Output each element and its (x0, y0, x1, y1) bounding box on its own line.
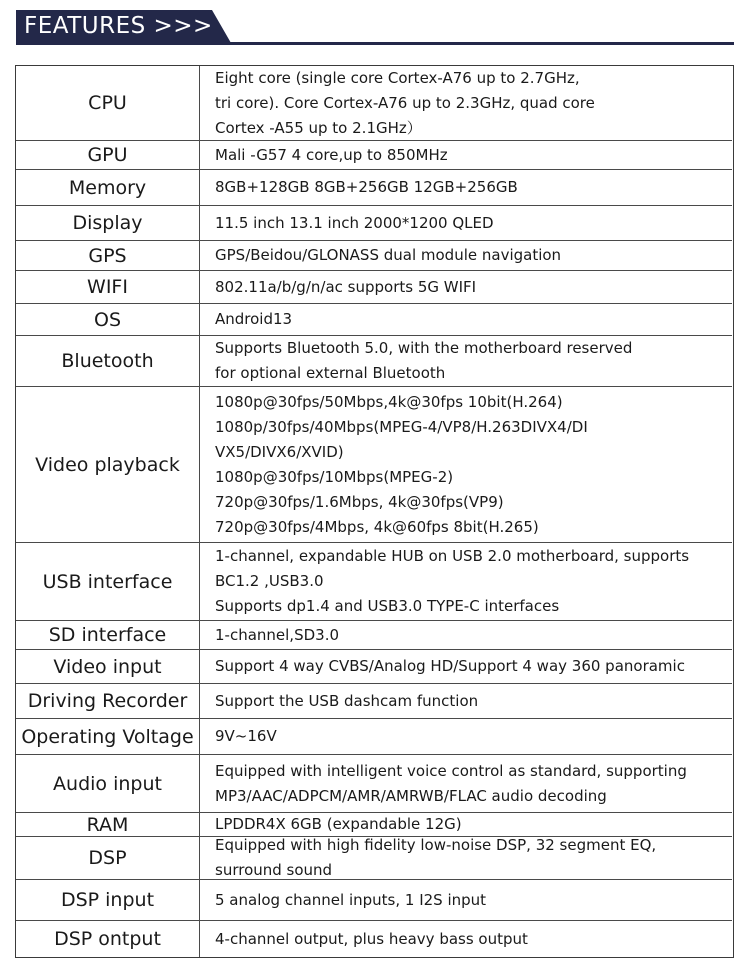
spec-value-line: surround sound (215, 861, 333, 879)
spec-value-line: VX5/DIVX6/XVID) (215, 442, 344, 461)
spec-row (16, 304, 732, 336)
spec-row (16, 241, 732, 271)
spec-row (16, 271, 732, 304)
spec-value-line: Equipped with high fidelity low-noise DSP, 32 segment EQ, (215, 836, 657, 854)
spec-value (200, 837, 732, 879)
spec-label: Video input (16, 650, 200, 683)
spec-value (200, 387, 732, 542)
spec-value-line: 9V~16V (215, 727, 277, 745)
spec-value-line: Cortex -A55 up to 2.1GHz） (215, 118, 422, 137)
spec-value-line: LPDDR4X 6GB (expandable 12G) (215, 815, 462, 833)
spec-value-line: BC1.2 ,USB3.0 (215, 572, 324, 590)
spec-row (16, 141, 732, 170)
spec-value (200, 650, 732, 683)
spec-value-line: 1080p@30fps/50Mbps,4k@30fps 10bit(H.264) (215, 392, 563, 411)
spec-label: Memory (16, 170, 200, 205)
spec-label: WIFI (16, 271, 200, 303)
spec-value-line: Support the USB dashcam function (215, 691, 479, 710)
spec-value-line: 8GB+128GB 8GB+256GB 12GB+256GB (215, 178, 518, 196)
spec-value-line: Equipped with intelligent voice control as standard, supporting (215, 761, 687, 780)
spec-value-line: 4-channel output, plus heavy bass output (215, 929, 528, 948)
spec-value (200, 719, 732, 754)
spec-value (200, 141, 732, 169)
spec-value (200, 543, 732, 620)
spec-row (16, 170, 732, 206)
spec-value-line: Eight core (single core Cortex-A76 up to 2.7GHz, (215, 68, 580, 87)
spec-value-line: 802.11a/b/g/n/ac supports 5G WIFI (215, 277, 477, 296)
spec-value (200, 621, 732, 649)
banner-divider (16, 42, 734, 45)
spec-value (200, 304, 732, 335)
spec-value-line: 720p@30fps/4Mbps, 4k@60fps 8bit(H.265) (215, 517, 539, 536)
spec-value (200, 921, 732, 957)
spec-label: OS (16, 304, 200, 335)
spec-row (16, 837, 732, 880)
spec-value (200, 684, 732, 718)
spec-value (200, 755, 732, 812)
spec-row (16, 719, 732, 755)
spec-label: DSP ontput (16, 921, 200, 957)
spec-row (16, 684, 732, 719)
spec-row (16, 650, 732, 684)
spec-row (16, 755, 732, 813)
spec-label: SD interface (16, 621, 200, 649)
spec-label: GPU (16, 141, 200, 169)
spec-label: Video playback (16, 387, 200, 542)
spec-value-line: Mali -G57 4 core,up to 850MHz (215, 145, 448, 164)
spec-value-line: 1-channel, expandable HUB on USB 2.0 motherboard, supports (215, 547, 690, 565)
spec-value-line: 5 analog channel inputs, 1 I2S input (215, 890, 487, 909)
banner-title: FEATURES >>> (24, 13, 213, 39)
spec-value-line: MP3/AAC/ADPCM/AMR/AMRWB/FLAC audio decoding (215, 786, 607, 805)
spec-value-line: 1080p/30fps/40Mbps(MPEG-4/VP8/H.263DIVX4/DI (215, 417, 588, 436)
spec-value (200, 880, 732, 920)
spec-value-line: 720p@30fps/1.6Mbps, 4k@30fps(VP9) (215, 492, 504, 511)
spec-value-line: 11.5 inch 13.1 inch 2000*1200 QLED (215, 213, 494, 232)
spec-table (15, 65, 734, 958)
spec-value-line: Support 4 way CVBS/Analog HD/Support 4 way 360 panoramic (215, 657, 685, 675)
spec-value-line: for optional external Bluetooth (215, 364, 446, 382)
spec-row (16, 543, 732, 621)
spec-value (200, 170, 732, 205)
spec-label: RAM (16, 813, 200, 836)
spec-value-line: 1080p@30fps/10Mbps(MPEG-2) (215, 467, 454, 486)
spec-label: USB interface (16, 543, 200, 620)
spec-label: CPU (16, 66, 200, 140)
spec-value-line: GPS/Beidou/GLONASS dual module navigation (215, 246, 562, 264)
spec-row (16, 387, 732, 543)
spec-label: Audio input (16, 755, 200, 812)
spec-label: Operating Voltage (16, 719, 200, 754)
spec-value-line: 1-channel,SD3.0 (215, 625, 340, 644)
spec-row (16, 621, 732, 650)
spec-value-line: Supports Bluetooth 5.0, with the motherboard reserved (215, 339, 633, 357)
spec-label: Bluetooth (16, 336, 200, 386)
spec-row (16, 921, 732, 957)
spec-value (200, 336, 732, 386)
spec-value-line: tri core). Core Cortex-A76 up to 2.3GHz, quad core (215, 93, 595, 112)
spec-label: GPS (16, 241, 200, 270)
spec-label: Driving Recorder (16, 684, 200, 718)
spec-value (200, 271, 732, 303)
spec-row (16, 336, 732, 387)
spec-value-line: Android13 (215, 310, 293, 328)
spec-label: Display (16, 206, 200, 240)
spec-row (16, 206, 732, 241)
spec-label: DSP input (16, 880, 200, 920)
spec-value (200, 206, 732, 240)
spec-label: DSP (16, 837, 200, 879)
spec-value-line: Supports dp1.4 and USB3.0 TYPE-C interfaces (215, 597, 560, 615)
spec-value (200, 241, 732, 270)
spec-row (16, 880, 732, 921)
spec-row (16, 66, 732, 141)
spec-value (200, 66, 732, 140)
